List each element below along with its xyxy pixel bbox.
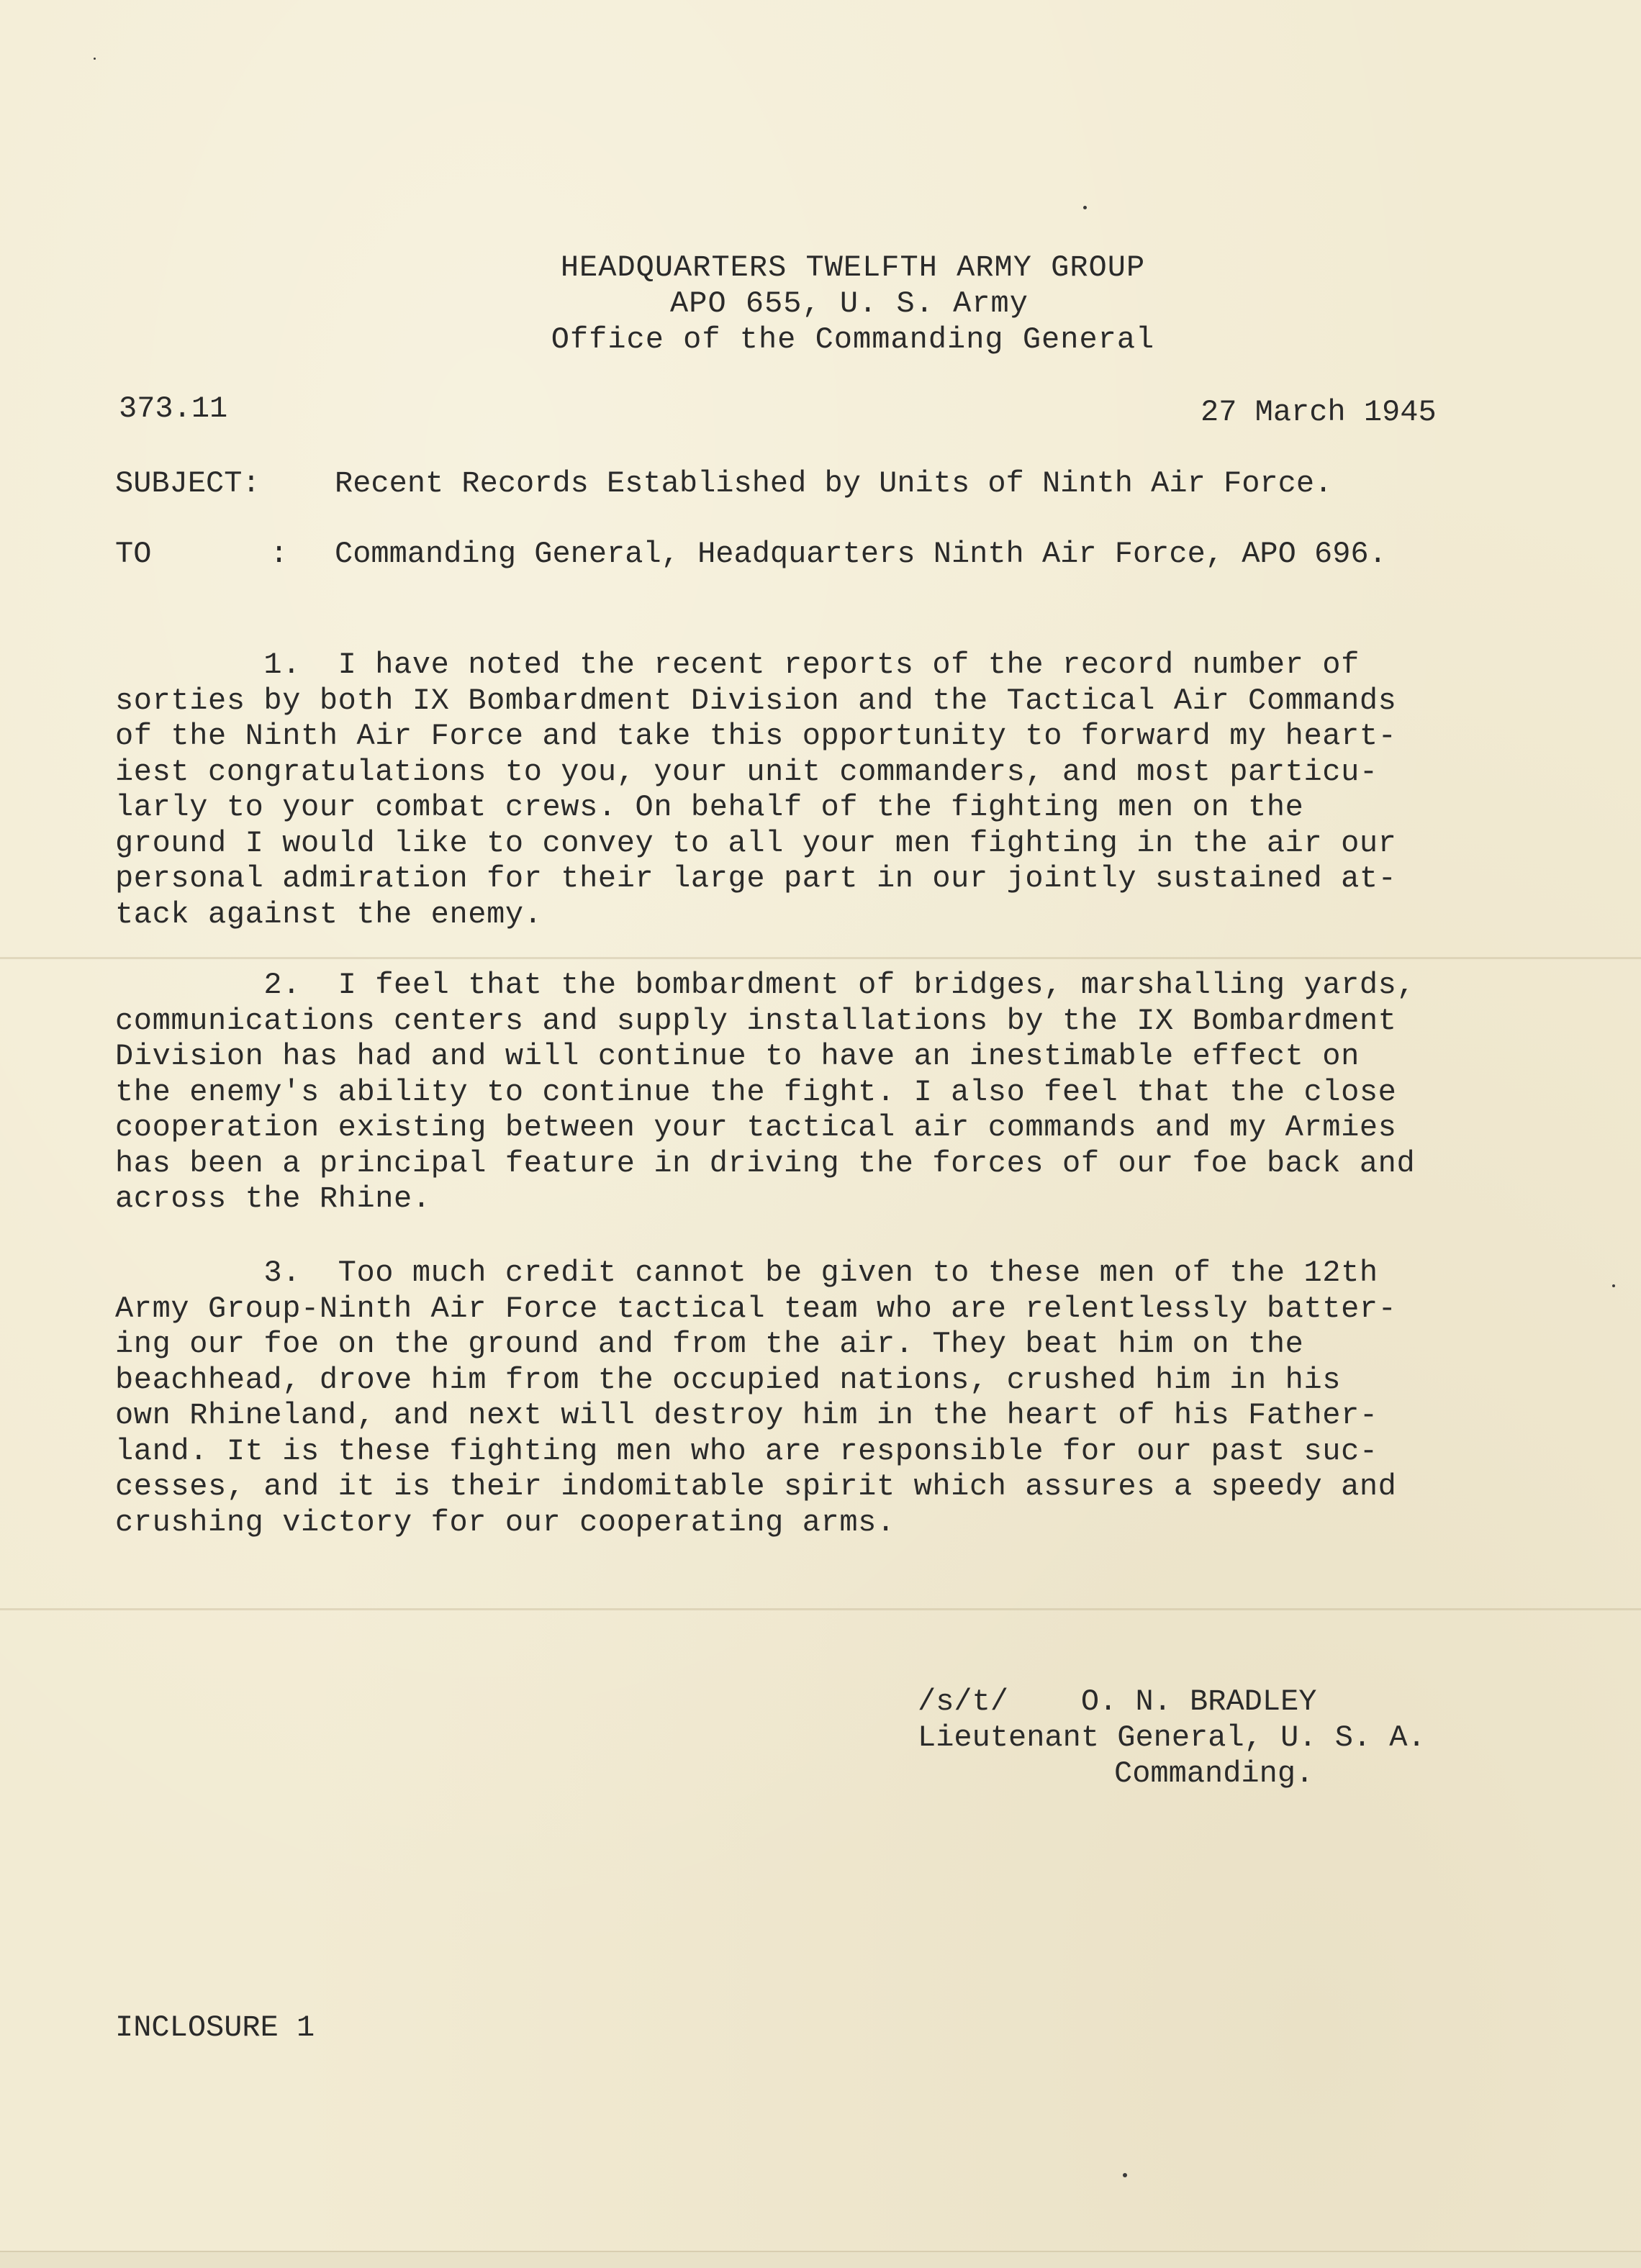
paragraph-line: ground I would like to convey to all your men fighting in the air our — [115, 825, 1397, 861]
paragraph-1 — [115, 648, 1612, 933]
paragraph-line: 1. I have noted the recent reports of the record number of — [115, 648, 1360, 682]
paragraph-3 — [115, 1256, 1612, 1541]
paragraph-line: ing our foe on the ground and from the air. They beat him on the — [115, 1327, 1304, 1361]
paragraph-line: cesses, and it is their indomitable spirit which assures a speedy and — [115, 1469, 1397, 1504]
to-text: Commanding General, Headquarters Ninth Air Force, APO 696. — [335, 537, 1387, 571]
subject-label: SUBJECT: — [115, 466, 261, 501]
paragraph-line: crushing victory for our cooperating arms. — [115, 1505, 895, 1540]
paragraph-line: Division has had and will continue to have an inestimable effect on — [115, 1039, 1360, 1074]
to-colon: : — [270, 537, 289, 571]
ink-speck — [1123, 2173, 1127, 2177]
paper-bottom-edge — [0, 2251, 1641, 2268]
paper-fold-line — [0, 957, 1641, 959]
paragraph-line: iest congratulations to you, your unit commanders, and most particu- — [115, 754, 1378, 789]
paragraph-line: the enemy's ability to continue the fight. I also feel that the close — [115, 1074, 1397, 1110]
signature-rank: Lieutenant General, U. S. A. — [918, 1720, 1426, 1755]
paragraph-line: land. It is these fighting men who are responsible for our past suc- — [115, 1433, 1378, 1469]
to-label: TO — [115, 537, 152, 571]
ink-speck — [1612, 1284, 1615, 1287]
paragraph-line: beachhead, drove him from the occupied nations, crushed him in his — [115, 1362, 1342, 1397]
letterhead-headquarters: HEADQUARTERS TWELFTH ARMY GROUP — [560, 250, 1146, 285]
letterhead-apo: APO 655, U. S. Army — [670, 286, 1029, 321]
paragraph-line: has been a principal feature in driving the forces of our foe back and — [115, 1146, 1416, 1181]
paragraph-line: sorties by both IX Bombardment Division and the Tactical Air Commands — [115, 683, 1397, 718]
paragraph-line: larly to your combat crews. On behalf of the fighting men on the — [115, 790, 1304, 825]
paragraph-2 — [115, 968, 1612, 1217]
letter-date: 27 March 1945 — [1201, 395, 1437, 430]
paragraph-line: 2. I feel that the bombardment of bridges, marshalling yards, — [115, 968, 1416, 1002]
ink-speck — [94, 58, 96, 60]
paper-fold-line — [0, 1608, 1641, 1610]
paragraph-line: 3. Too much credit cannot be given to these men of the 12th — [115, 1256, 1378, 1290]
signature-name: /s/t/ O. N. BRADLEY — [918, 1684, 1317, 1719]
inclosure-label: INCLOSURE 1 — [115, 2010, 315, 2045]
file-number: 373.11 — [119, 391, 228, 426]
paragraph-line: cooperation existing between your tactical air commands and my Armies — [115, 1110, 1397, 1145]
ink-speck — [1083, 206, 1087, 209]
subject-text: Recent Records Established by Units of Ninth Air Force. — [335, 466, 1333, 501]
paragraph-line: communications centers and supply installations by the IX Bombardment — [115, 1003, 1397, 1038]
paragraph-line: tack against the enemy. — [115, 897, 543, 932]
letterhead-office: Office of the Commanding General — [551, 322, 1155, 357]
signature-title: Commanding. — [1114, 1756, 1314, 1791]
paragraph-line: own Rhineland, and next will destroy him in the heart of his Father- — [115, 1398, 1378, 1433]
paragraph-line: personal admiration for their large part in our jointly sustained at- — [115, 861, 1397, 896]
paragraph-line: across the Rhine. — [115, 1181, 431, 1216]
paragraph-line: Army Group-Ninth Air Force tactical team who are relentlessly batter- — [115, 1291, 1397, 1326]
paragraph-line: of the Ninth Air Force and take this opportunity to forward my heart- — [115, 719, 1397, 753]
